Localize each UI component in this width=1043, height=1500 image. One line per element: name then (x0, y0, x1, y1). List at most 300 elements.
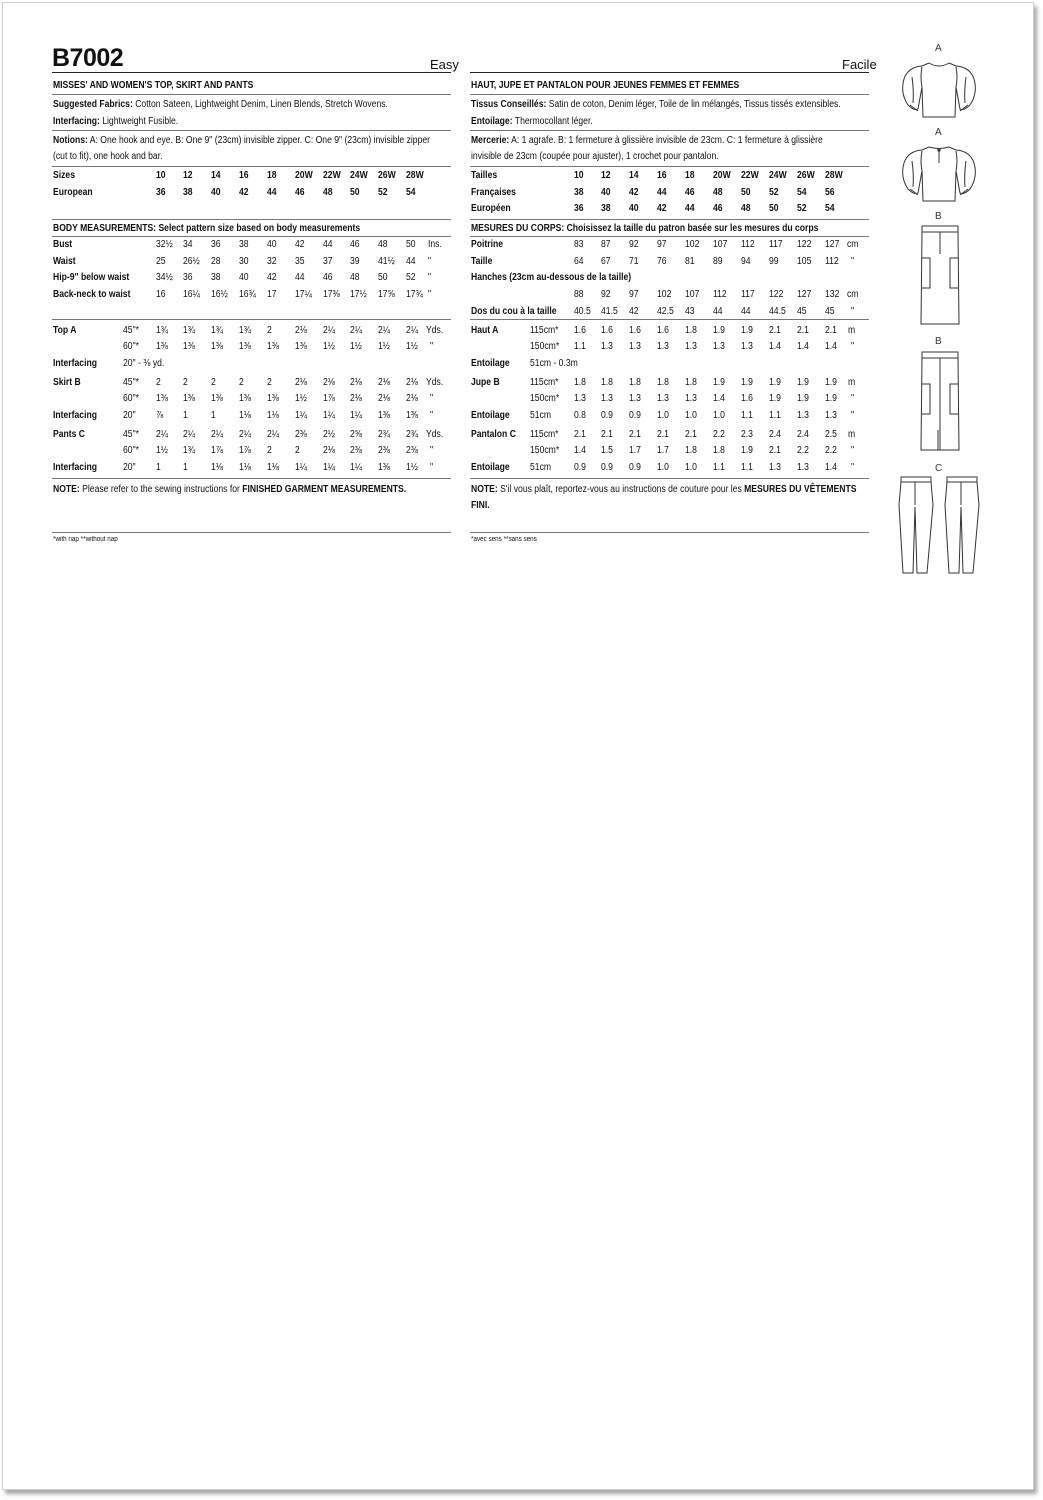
yardage-cell-fr: 1.7 (629, 445, 641, 456)
body-measurement-cell-fr: 102 (657, 289, 672, 300)
yardage-cell-fr: 1.9 (713, 377, 725, 388)
yardage-cell-fr: 1.3 (769, 462, 781, 473)
french-size: 54 (797, 187, 807, 198)
size-header: 20W (295, 170, 313, 181)
yardage-cell-fr: 1.3 (797, 410, 809, 421)
yardage-cell-fr: 1.0 (657, 410, 669, 421)
yardage-cell-fr: 1.9 (741, 325, 753, 336)
yardage-cell-fr: 2.4 (769, 429, 781, 440)
unit-label-fr: m (848, 429, 856, 440)
yardage-cell: 1⅞ (323, 393, 335, 404)
yardage-row-label: Interfacing (53, 462, 97, 473)
view-label-c: C (935, 463, 943, 474)
body-measurement-cell-fr: 94 (741, 256, 751, 267)
body-measurement-cell: 32 (267, 256, 277, 267)
french-size: 56 (825, 187, 835, 198)
french-size: 50 (741, 187, 751, 198)
yardage-cell: 2 (183, 377, 188, 388)
yardage-cell-fr: 1.1 (713, 462, 725, 473)
yardage-cell: 2⅛ (323, 377, 335, 388)
yardage-cell: 2⅜ (378, 445, 390, 456)
body-measurement-cell: 44 (406, 256, 416, 267)
european-size: 40 (211, 187, 221, 198)
yardage-cell-fr: 1.6 (574, 325, 586, 336)
yardage-cell-fr: 1.6 (657, 325, 669, 336)
yardage-cell: 2¼ (183, 429, 195, 440)
body-measurement-cell-fr: 127 (797, 289, 812, 300)
european-label: European (53, 187, 93, 198)
yardage-cell: 1⅜ (406, 410, 418, 421)
body-measurement-cell: 36 (211, 239, 221, 250)
yardage-cell: 1¼ (323, 410, 335, 421)
yardage-cell: 2½ (323, 429, 335, 440)
body-measurement-cell-fr: 105 (797, 256, 812, 267)
skirt-front-view (918, 224, 962, 328)
yardage-cell-fr: 1.8 (657, 377, 669, 388)
body-measurement-cell-fr: 43 (685, 306, 695, 317)
sizes-label-fr: Tailles (471, 170, 498, 181)
yardage-cell: 2¼ (350, 325, 362, 336)
body-measurement-cell: 16¾ (239, 289, 256, 300)
yardage-cell-fr: 1.9 (825, 377, 837, 388)
unit-label-fr: cm (847, 289, 859, 300)
yardage-cell-fr: 1.4 (825, 462, 837, 473)
size-header-fr: 22W (741, 170, 759, 181)
size-header-fr: 28W (825, 170, 843, 181)
body-measurement-cell-fr: 112 (825, 256, 839, 267)
unit-label-fr: m (848, 377, 856, 388)
yardage-row-label-fr: Entoilage (471, 358, 510, 369)
yardage-cell-fr: 1.9 (741, 445, 753, 456)
body-measurement-cell: 46 (323, 272, 333, 283)
yardage-cell: 1 (211, 410, 216, 421)
yardage-row-label-fr: Entoilage (471, 462, 510, 473)
european-size: 44 (267, 187, 277, 198)
european-size: 54 (406, 187, 416, 198)
european-size: 50 (350, 187, 360, 198)
french-size: 40 (601, 187, 611, 198)
fabric-width: 60"* (123, 393, 139, 404)
yardage-cell: 1⅛ (239, 462, 251, 473)
yardage-cell: ⅞ (156, 410, 164, 421)
yardage-cell-fr: 1.9 (713, 325, 725, 336)
yardage-cell-fr: 2.5 (825, 429, 837, 440)
body-measurement-cell-fr: 107 (713, 239, 728, 250)
body-measurement-cell: 40 (267, 239, 277, 250)
european-size-fr: 40 (629, 203, 639, 214)
body-measurement-cell-fr: 92 (629, 239, 639, 250)
yardage-cell-fr: 1.8 (601, 377, 613, 388)
yardage-cell-fr: 0.9 (601, 462, 613, 473)
pants-view (895, 475, 985, 579)
unit-label: Yds. (426, 377, 444, 388)
notions-line-fr: Mercerie: A: 1 agrafe. B: 1 fermeture à glissière invisible de 23cm. C: 1 fermeture à glissière (471, 135, 823, 146)
body-measurement-cell-fr: 87 (601, 239, 611, 250)
yardage-cell-fr: 2.1 (657, 429, 669, 440)
body-measurement-cell-fr: 122 (769, 289, 784, 300)
body-measurement-cell-fr: 44 (713, 306, 723, 317)
european-size: 38 (183, 187, 193, 198)
size-header: 10 (156, 170, 166, 181)
yardage-cell-fr: 1.9 (769, 377, 781, 388)
yardage-cell: 1½ (295, 393, 307, 404)
body-measurement-cell: 32½ (156, 239, 173, 250)
french-size: 42 (629, 187, 639, 198)
european-size: 52 (378, 187, 388, 198)
yardage-cell: 1⅜ (183, 393, 195, 404)
unit-label: " (428, 289, 432, 300)
difficulty-label-fr: Facile (842, 57, 877, 72)
body-measurement-cell-fr: 44 (741, 306, 751, 317)
body-measurement-cell: 17⅝ (378, 289, 395, 300)
body-measurement-cell-fr: 122 (797, 239, 812, 250)
body-measurement-cell: 28 (211, 256, 221, 267)
yardage-cell: 1⅞ (239, 445, 251, 456)
yardage-cell: 2⅛ (378, 393, 390, 404)
yardage-cell: 2¼ (378, 325, 390, 336)
view-label-a-back: A (935, 127, 942, 138)
yardage-cell: 2¼ (323, 325, 335, 336)
yardage-cell: 2⅜ (295, 429, 307, 440)
yardage-cell-fr: 0.9 (629, 462, 641, 473)
unit-label: " (430, 462, 434, 473)
yardage-cell-fr: 1.3 (741, 341, 753, 352)
size-header-fr: 12 (601, 170, 611, 181)
yardage-cell: 2⅝ (350, 429, 362, 440)
yardage-cell: 1⅜ (239, 393, 251, 404)
yardage-cell: 2⅛ (295, 325, 307, 336)
size-header: 16 (239, 170, 249, 181)
body-measurement-cell-fr: 45 (825, 306, 835, 317)
yardage-cell: 1¼ (323, 462, 335, 473)
fabric-width: 60"* (123, 341, 139, 352)
body-measurement-cell-fr: 67 (601, 256, 611, 267)
yardage-cell-fr: 1.0 (685, 462, 697, 473)
yardage-cell-fr: 1.3 (657, 341, 669, 352)
unit-label-fr: " (851, 393, 855, 404)
yardage-cell-fr: 1.3 (713, 341, 725, 352)
fabric-width: 45"* (123, 429, 139, 440)
title-fr: HAUT, JUPE ET PANTALON POUR JEUNES FEMMES ET FEMMES (471, 80, 740, 91)
yardage-cell-fr: 1.4 (574, 445, 586, 456)
yardage-cell-fr: 1.0 (657, 462, 669, 473)
yardage-cell-fr: 1.1 (574, 341, 586, 352)
body-measurement-cell-fr: 81 (685, 256, 695, 267)
unit-label: " (430, 393, 434, 404)
yardage-cell-fr: 1.8 (574, 377, 586, 388)
yardage-cell-fr: 1.6 (629, 325, 641, 336)
yardage-cell: 2⅛ (378, 377, 390, 388)
french-size: 44 (657, 187, 667, 198)
yardage-cell-fr: 2.1 (574, 429, 586, 440)
size-header-fr: 24W (769, 170, 787, 181)
title: MISSES' AND WOMEN'S TOP, SKIRT AND PANTS (53, 80, 254, 91)
yardage-cell: 1½ (323, 341, 335, 352)
unit-label-fr: " (851, 410, 855, 421)
body-measurement-cell-fr: 64 (574, 256, 584, 267)
yardage-cell: 2⅛ (406, 377, 418, 388)
yardage-cell-fr: 2.1 (601, 429, 613, 440)
yardage-cell: 2⅛ (323, 445, 335, 456)
european-size-fr: 52 (797, 203, 807, 214)
yardage-cell: 1⅜ (211, 393, 223, 404)
yardage-cell: 1¾ (183, 325, 195, 336)
yardage-cell: 2⅛ (350, 393, 362, 404)
fabric-width: 60"* (123, 445, 139, 456)
yardage-cell-fr: 1.8 (685, 445, 697, 456)
yardage-cell-fr: 1.8 (685, 377, 697, 388)
yardage-cell-fr: 2.1 (685, 429, 697, 440)
yardage-cell-fr: 2.1 (629, 429, 641, 440)
size-header-fr: 14 (629, 170, 639, 181)
body-row-label: Bust (53, 239, 73, 250)
yardage-cell-fr: 1.8 (629, 377, 641, 388)
view-label-b-back: B (935, 336, 942, 347)
view-label-b: B (935, 211, 942, 222)
unit-label: Ins. (428, 239, 442, 250)
body-measurement-cell-fr: 71 (629, 256, 639, 267)
fabric-width-fr: 150cm* (530, 341, 560, 352)
body-measurement-cell: 50 (378, 272, 388, 283)
yardage-row-label-fr: Jupe B (471, 377, 500, 388)
yardage-cell-fr: 1.4 (769, 341, 781, 352)
yardage-row-label: Skirt B (53, 377, 81, 388)
body-measurement-cell: 38 (211, 272, 221, 283)
yardage-cell-fr: 1.4 (797, 341, 809, 352)
body-measurement-cell: 30 (239, 256, 249, 267)
body-measurement-cell-fr: 40.5 (574, 306, 591, 317)
yardage-cell-fr: 1.9 (825, 393, 837, 404)
body-measurement-cell: 48 (350, 272, 360, 283)
yardage-cell-fr: 1.3 (685, 393, 697, 404)
size-header-fr: 20W (713, 170, 731, 181)
body-measurement-cell-fr: 107 (685, 289, 700, 300)
yardage-row-label-fr: Entoilage (471, 410, 510, 421)
body-measurement-cell: 16½ (211, 289, 228, 300)
yardage-cell: 2¼ (406, 325, 418, 336)
notions-line-2-fr: invisible de 23cm (coupée pour ajuster), 1 crochet pour pantalon. (471, 151, 719, 162)
body-row-label: Back-neck to waist (53, 289, 131, 300)
yardage-row-label: Interfacing (53, 358, 97, 369)
yardage-cell-fr: 1.3 (574, 393, 586, 404)
yardage-cell: 1¼ (350, 410, 362, 421)
yardage-cell: 1 (156, 462, 161, 473)
yardage-cell: 1¾ (211, 325, 223, 336)
difficulty-label: Easy (430, 57, 459, 72)
body-row-label-fr: Dos du cou à la taille (471, 306, 557, 317)
view-label-a: A (935, 43, 942, 54)
size-header: 22W (323, 170, 341, 181)
body-measurement-cell-fr: 83 (574, 239, 584, 250)
size-header-fr: 16 (657, 170, 667, 181)
body-measurement-cell-fr: 89 (713, 256, 723, 267)
unit-label-fr: m (848, 325, 856, 336)
yardage-cell: 2 (267, 377, 272, 388)
body-measurement-cell: 25 (156, 256, 166, 267)
body-measurement-cell-fr: 76 (657, 256, 667, 267)
yardage-cell-fr: 1.5 (601, 445, 613, 456)
yardage-row-label-fr: Haut A (471, 325, 499, 336)
yardage-cell: 2⅛ (350, 377, 362, 388)
yardage-cell-fr: 1.0 (685, 410, 697, 421)
body-measurement-cell-fr: 88 (574, 289, 584, 300)
yardage-cell: 2¾ (378, 429, 390, 440)
yardage-cell-fr: 1.3 (629, 393, 641, 404)
european-size-fr: 48 (741, 203, 751, 214)
yardage-row-label: Pants C (53, 429, 86, 440)
yardage-cell: 1½ (406, 462, 418, 473)
yardage-cell: 2 (239, 377, 244, 388)
yardage-cell: 2 (267, 325, 272, 336)
yardage-cell: 1¼ (350, 462, 362, 473)
european-size-fr: 54 (825, 203, 835, 214)
size-header: 12 (183, 170, 193, 181)
yardage-cell-fr: 1.3 (657, 393, 669, 404)
note-fr-2: FINI. (471, 500, 490, 511)
yardage-cell: 2⅜ (406, 445, 418, 456)
body-measurement-cell-fr: 132 (825, 289, 840, 300)
europeen-label: Européen (471, 203, 511, 214)
body-measurement-cell-fr: 102 (685, 239, 700, 250)
fabric-width-fr: 115cm* (530, 429, 559, 440)
yardage-cell-fr: 1.0 (713, 410, 725, 421)
yardage-cell: 1 (183, 410, 188, 421)
yardage-cell-fr: 2.1 (769, 325, 781, 336)
francaises-label: Françaises (471, 187, 516, 198)
yardage-cell: 1½ (406, 341, 418, 352)
interfacing-line: Interfacing: Lightweight Fusible. (53, 116, 179, 127)
yardage-cell: 1⅜ (183, 341, 195, 352)
yardage-cell-fr: 1.6 (601, 325, 613, 336)
unit-label: Yds. (426, 429, 444, 440)
body-measurement-cell: 35 (295, 256, 305, 267)
body-measurement-cell: 48 (378, 239, 388, 250)
size-header-fr: 10 (574, 170, 584, 181)
yardage-cell: 2¼ (239, 429, 251, 440)
european-size-fr: 38 (601, 203, 611, 214)
body-measurement-cell: 26½ (183, 256, 200, 267)
fabric-width: 45"* (123, 377, 139, 388)
body-measurement-cell-fr: 97 (657, 239, 667, 250)
yardage-cell-fr: 0.9 (574, 462, 586, 473)
yardage-cell: 2¾ (406, 429, 418, 440)
yardage-cell: 1½ (156, 445, 168, 456)
body-measurement-cell: 46 (350, 239, 360, 250)
european-size: 48 (323, 187, 333, 198)
yardage-row-label-fr: Pantalon C (471, 429, 516, 440)
body-measurement-cell: 52 (406, 272, 416, 283)
unit-label: " (430, 410, 434, 421)
size-header-fr: 26W (797, 170, 815, 181)
european-size-fr: 36 (574, 203, 584, 214)
notions-line-2: (cut to fit), one hook and bar. (53, 151, 163, 162)
unit-label-fr: " (851, 341, 855, 352)
yardage-cell-fr: 2.2 (713, 429, 725, 440)
body-measurement-cell: 37 (323, 256, 333, 267)
top-back-view (896, 141, 982, 209)
top-front-view (896, 57, 982, 125)
note: NOTE: Please refer to the sewing instructions for FINISHED GARMENT MEASUREMENTS. (53, 484, 407, 495)
body-measurement-cell: 40 (239, 272, 249, 283)
yardage-cell: 2⅜ (350, 445, 362, 456)
fabric-width-fr: 51cm - 0.3m (530, 358, 578, 369)
yardage-cell-fr: 2.1 (769, 445, 781, 456)
yardage-cell: 1⅜ (267, 393, 279, 404)
body-measurement-cell-fr: 112 (741, 239, 755, 250)
unit-label-fr: cm (847, 239, 859, 250)
yardage-cell-fr: 1.9 (797, 393, 809, 404)
yardage-cell-fr: 2.1 (825, 325, 837, 336)
body-measurement-cell-fr: 44.5 (769, 306, 786, 317)
body-measurement-cell: 44 (295, 272, 305, 283)
yardage-cell-fr: 0.9 (629, 410, 641, 421)
body-row-label-fr: Hanches (23cm au-dessous de la taille) (471, 272, 632, 283)
body-measurements-heading: BODY MEASUREMENTS: Select pattern size based on body measurements (53, 223, 361, 234)
skirt-back-view (918, 350, 962, 454)
body-measurement-cell-fr: 117 (769, 239, 783, 250)
yardage-cell-fr: 2.2 (797, 445, 809, 456)
unit-label: " (428, 256, 432, 267)
fabric-width-fr: 115cm* (530, 377, 559, 388)
body-measurement-cell: 17¼ (295, 289, 312, 300)
yardage-cell: 1⅜ (378, 410, 390, 421)
yardage-cell: 1¼ (295, 410, 307, 421)
yardage-cell: 2⅛ (406, 393, 418, 404)
size-header: 14 (211, 170, 221, 181)
yardage-cell: 1⅜ (156, 393, 168, 404)
yardage-cell: 1½ (378, 341, 390, 352)
yardage-cell-fr: 0.9 (601, 410, 613, 421)
fabric-width: 20" (123, 410, 136, 421)
yardage-cell: 2¼ (211, 429, 223, 440)
fabric-width-fr: 150cm* (530, 393, 560, 404)
yardage-cell-fr: 1.3 (601, 393, 613, 404)
fabrics-line-fr: Tissus Conseillés: Satin de coton, Denim léger, Toile de lin mélangés, Tissus tissés extensibles. (471, 99, 841, 110)
yardage-cell: 2 (156, 377, 161, 388)
yardage-cell-fr: 1.9 (741, 377, 753, 388)
european-size-fr: 46 (713, 203, 723, 214)
fabric-width: 20" (123, 462, 136, 473)
body-measurement-cell-fr: 45 (797, 306, 807, 317)
yardage-cell-fr: 1.4 (825, 341, 837, 352)
body-measurement-cell: 50 (406, 239, 416, 250)
size-header: 28W (406, 170, 424, 181)
sizes-label: Sizes (53, 170, 75, 181)
yardage-cell-fr: 1.9 (769, 393, 781, 404)
french-size: 52 (769, 187, 779, 198)
unit-label: " (428, 272, 432, 283)
yardage-cell-fr: 0.8 (574, 410, 586, 421)
body-measurement-cell: 17⅜ (323, 289, 340, 300)
yardage-cell: 1⅜ (239, 341, 251, 352)
yardage-cell-fr: 1.4 (713, 393, 725, 404)
yardage-cell-fr: 1.3 (825, 410, 837, 421)
yardage-cell-fr: 1.1 (741, 410, 753, 421)
yardage-cell-fr: 1.3 (797, 462, 809, 473)
body-measurement-cell: 34 (183, 239, 193, 250)
body-measurement-cell: 17½ (350, 289, 367, 300)
yardage-cell: 1 (183, 462, 188, 473)
body-row-label: Waist (53, 256, 76, 267)
european-size: 46 (295, 187, 305, 198)
yardage-cell: 1⅜ (378, 462, 390, 473)
yardage-cell-fr: 1.1 (769, 410, 781, 421)
european-size: 42 (239, 187, 249, 198)
body-measurement-cell-fr: 92 (601, 289, 611, 300)
yardage-row-label: Top A (53, 325, 77, 336)
yardage-cell: 1⅞ (211, 445, 223, 456)
size-header: 24W (350, 170, 368, 181)
